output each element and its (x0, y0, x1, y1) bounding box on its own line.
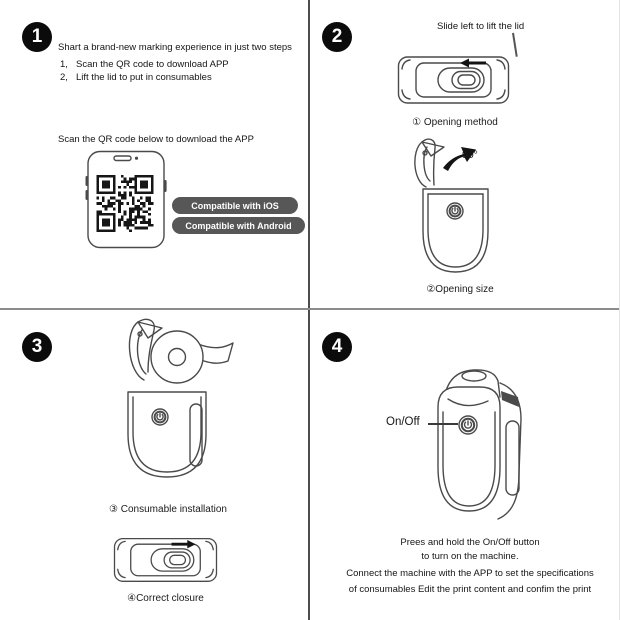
correct-closure-caption: ④Correct closure (127, 593, 204, 604)
smartphone-illustration (84, 150, 168, 250)
step-2-number: 2 (331, 26, 343, 47)
step-1-heading: Shart a brand-new marking experience in just two steps (58, 42, 292, 53)
list-item-number: 1, (60, 59, 68, 70)
list-item (60, 58, 305, 71)
step-1-badge (22, 22, 52, 52)
printer-open-lid-icon (398, 137, 498, 277)
slide-left-callout: Slide left to lift the lid (437, 21, 525, 32)
instruction-line: to turn on the machine. (421, 551, 519, 562)
printer-top-view-icon (396, 52, 511, 107)
printer-top-view-closed-illustration (112, 534, 219, 585)
callout-leader-line (512, 33, 517, 57)
qr-code (95, 175, 155, 232)
list-item-text: Lift the lid to put in consumables (76, 72, 212, 83)
printer-open-90-illustration (398, 137, 498, 277)
step-3-badge (22, 332, 52, 362)
on-off-leader-line (428, 423, 458, 425)
printer-roll-icon (98, 314, 238, 504)
printer-front-icon (424, 363, 529, 525)
printer-top-view-icon (112, 534, 219, 585)
step-1-list (60, 58, 305, 84)
list-item (60, 71, 305, 84)
note-line: Connect the machine with the APP to set the specifications (346, 568, 594, 579)
qr-instruction-text: Scan the QR code below to download the APP (58, 134, 254, 145)
printer-front-illustration (424, 363, 529, 525)
step-4-badge (322, 332, 352, 362)
power-instruction-text (355, 536, 585, 564)
printer-top-view-open-illustration (396, 52, 511, 107)
list-item-text: Scan the QR code to download APP (76, 59, 229, 70)
opening-size-caption: ②Opening size (426, 284, 494, 295)
printer-with-roll-illustration (98, 314, 238, 504)
list-item-number: 2, (60, 72, 68, 83)
app-connection-note (328, 566, 612, 598)
ios-compatibility-badge: Compatible with iOS (172, 197, 298, 214)
opening-method-caption: ① Opening method (412, 117, 498, 128)
instruction-line: Prees and hold the On/Off button (400, 537, 540, 548)
step-1-number: 1 (31, 26, 43, 47)
angle-label: 90° (462, 149, 478, 161)
android-compatibility-badge: Compatible with Android (172, 217, 305, 234)
step-4-number: 4 (331, 336, 343, 357)
consumable-installation-caption: ③ Consumable installation (109, 504, 227, 515)
step-2-badge (322, 22, 352, 52)
vertical-divider (308, 0, 310, 620)
step-3-number: 3 (31, 336, 43, 357)
label-roll-icon (151, 331, 203, 383)
horizontal-divider (0, 308, 620, 310)
on-off-label: On/Off (386, 416, 420, 428)
note-line: of consumables Edit the print content and confim the print (348, 584, 592, 595)
